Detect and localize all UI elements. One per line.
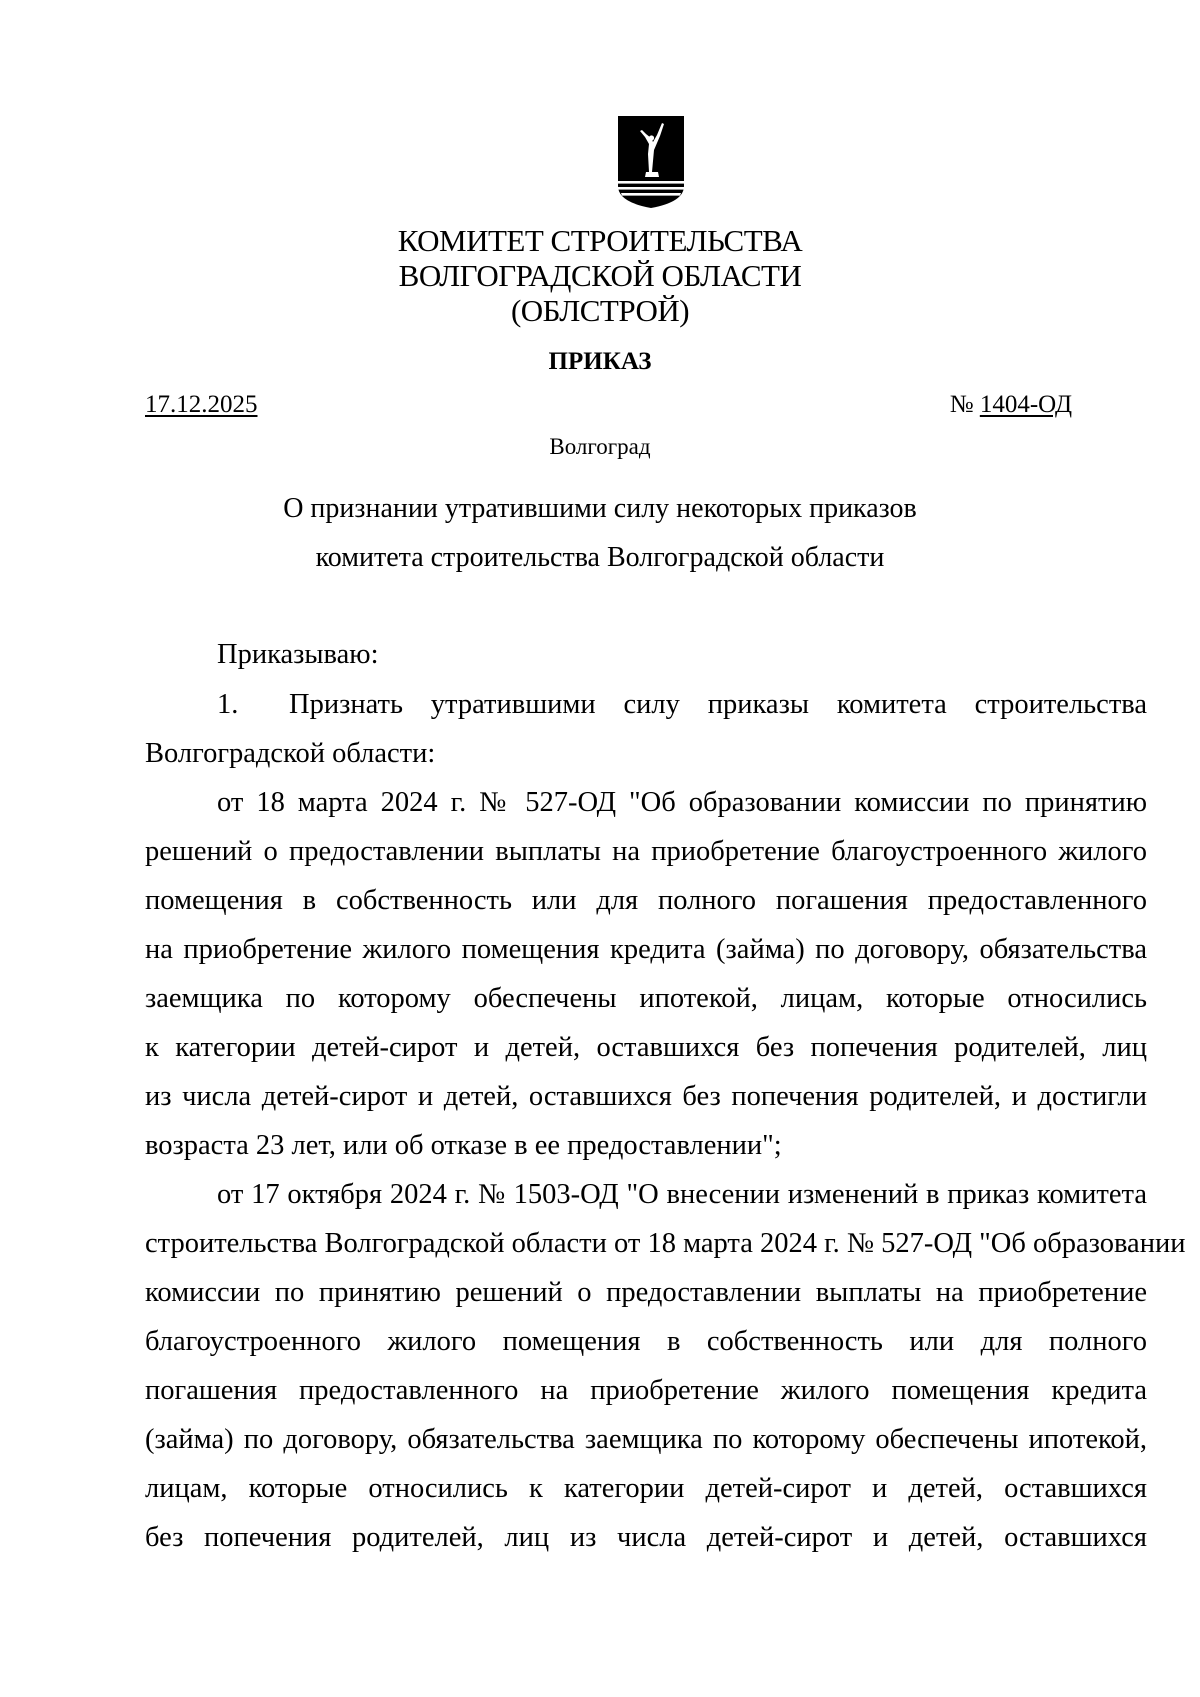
order-2-line: (займа) по договору, обязательства заемщика по которому обеспечены ипотекой, (145, 1424, 1147, 1455)
order-1-line: заемщика по которому обеспечены ипотекой, лицам, которые относились (145, 983, 1147, 1014)
subject-line-2: комитета строительства Волгоградской области (315, 542, 885, 573)
document-city: Волгоград (549, 434, 651, 459)
document-type-title: ПРИКАЗ (548, 348, 652, 375)
order-1-line: решений о предоставлении выплаты на приобретение благоустроенного жилого (145, 836, 1147, 867)
item-1-line: Признать утратившими силу приказы комитета строительства (289, 689, 1147, 720)
org-name-line-2: ВОЛГОГРАДСКОЙ ОБЛАСТИ (398, 258, 802, 293)
order-2-line: лицам, которые относились к категории детей-сирот и детей, оставшихся (145, 1473, 1147, 1504)
order-1-line: на приобретение жилого помещения кредита (займа) по договору, обязательства (145, 934, 1147, 965)
order-2-line: без попечения родителей, лиц из числа детей-сирот и детей, оставшихся (145, 1522, 1147, 1553)
order-1-line: возраста 23 лет, или об отказе в ее предоставлении"; (145, 1130, 782, 1161)
item-1-number: 1. (217, 689, 239, 720)
order-2-line: комиссии по принятию решений о предоставлении выплаты на приобретение (145, 1277, 1147, 1308)
number-prefix: № (949, 391, 980, 418)
subject-line-1: О признании утратившими силу некоторых приказов (283, 493, 917, 524)
order-2-line: погашения предоставленного на приобретение жилого помещения кредита (145, 1375, 1147, 1406)
order-1-line: из числа детей-сирот и детей, оставшихся без попечения родителей, и достигли (145, 1081, 1147, 1112)
order-1-line: к категории детей-сирот и детей, оставшихся без попечения родителей, лиц (145, 1032, 1147, 1063)
order-2-line: благоустроенного жилого помещения в собственность или для полного (145, 1326, 1147, 1357)
document-date: 17.12.2025 (145, 391, 258, 418)
number-value: 1404-ОД (979, 391, 1072, 418)
coat-of-arms-icon (616, 114, 686, 210)
order-1-line: от 18 марта 2024 г. № 527-ОД "Об образовании комиссии по принятию (217, 787, 1147, 818)
document-number (860, 390, 1072, 420)
order-2-line: от 17 октября 2024 г. № 1503-ОД "О внесении изменений в приказ комитета (217, 1179, 1147, 1210)
org-name-line-1: КОМИТЕТ СТРОИТЕЛЬСТВА (397, 223, 803, 258)
item-1-line: Волгоградской области: (145, 738, 436, 769)
order-2-line: строительства Волгоградской области от 18 марта 2024 г. № 527-ОД "Об образовании (145, 1228, 1186, 1259)
org-name-line-3: (ОБЛСТРОЙ) (510, 293, 690, 328)
order-1-line: помещения в собственность или для полного погашения предоставленного (145, 885, 1147, 916)
intro-text: Приказываю: (217, 639, 379, 670)
